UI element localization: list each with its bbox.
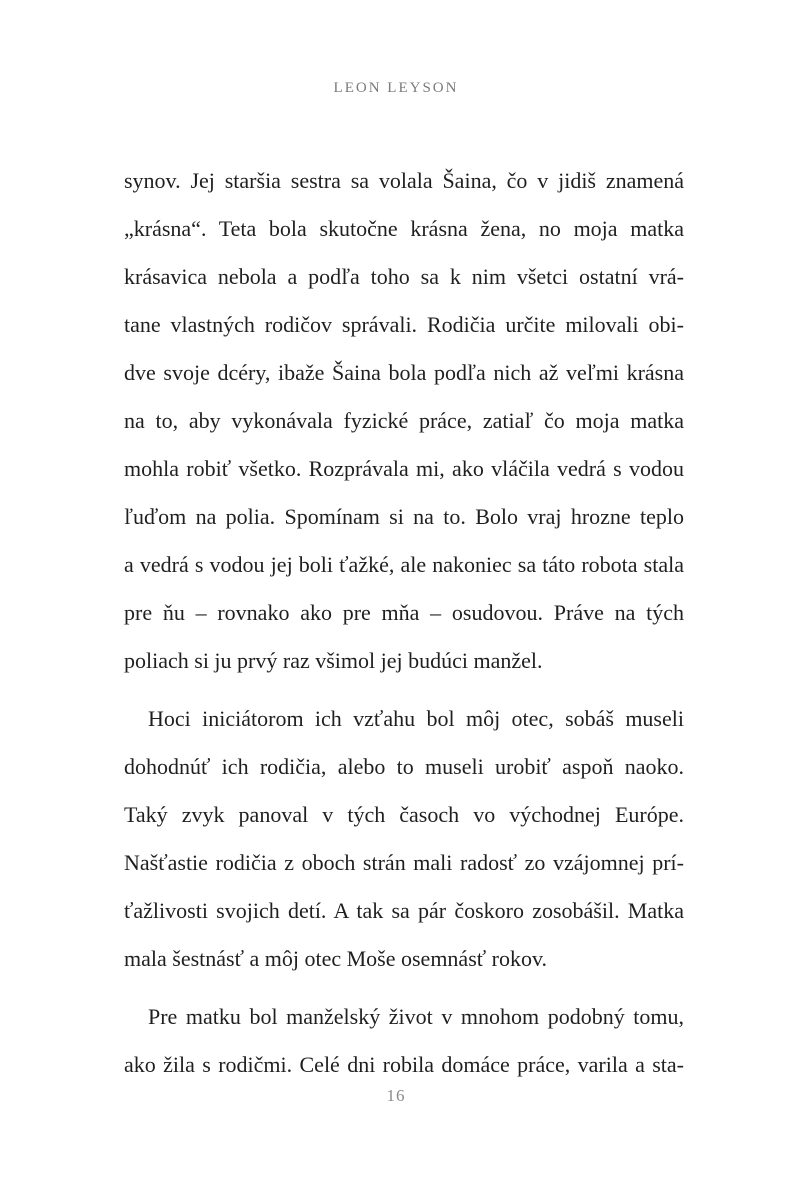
text-line: dohodnúť ich rodičia, alebo to museli urobiť aspoň naoko.: [124, 754, 684, 779]
text-line: ťažlivosti svojich detí. A tak sa pár čoskoro zosobášil. Matka: [124, 898, 684, 923]
body-text: [124, 157, 684, 1089]
text-line: Hoci iniciátorom ich vzťahu bol môj otec, sobáš museli: [148, 706, 684, 731]
text-line: pre ňu – rovnako ako pre mňa – osudovou. Práve na tých: [124, 600, 684, 625]
text-line: Taký zvyk panoval v tých časoch vo východnej Európe.: [124, 802, 684, 827]
text-line: Pre matku bol manželský život v mnohom podobný tomu,: [148, 1004, 684, 1029]
text-line: ľuďom na polia. Spomínam si na to. Bolo vraj hrozne teplo: [124, 504, 684, 529]
paragraph: [124, 993, 684, 1089]
paragraph-gap: [124, 983, 684, 993]
text-line: dve svoje dcéry, ibaže Šaina bola podľa nich až veľmi krásna: [124, 360, 684, 385]
text-line: na to, aby vykonávala fyzické práce, zatiaľ čo moja matka: [124, 408, 684, 433]
text-line: ako žila s rodičmi. Celé dni robila domáce práce, varila a sta-: [124, 1052, 684, 1077]
text-line: mala šestnásť a môj otec Moše osemnásť rokov.: [124, 946, 548, 971]
text-line: „krásna“. Teta bola skutočne krásna žena, no moja matka: [124, 216, 684, 241]
text-line: synov. Jej staršia sestra sa volala Šaina, čo v jidiš znamená: [124, 168, 684, 193]
paragraph-gap: [124, 685, 684, 695]
text-line: tane vlastných rodičov správali. Rodičia určite milovali obi-: [124, 312, 684, 337]
text-line: Našťastie rodičia z oboch strán mali radosť zo vzájomnej prí-: [124, 850, 684, 875]
text-line: krásavica nebola a podľa toho sa k nim všetci ostatní vrá-: [124, 264, 684, 289]
page-number: 16: [386, 1086, 406, 1105]
text-line: poliach si ju prvý raz všimol jej budúci manžel.: [124, 648, 543, 673]
paragraph: [124, 695, 684, 983]
running-header: LEON LEYSON: [333, 80, 459, 96]
text-line: mohla robiť všetko. Rozprávala mi, ako vláčila vedrá s vodou: [124, 456, 684, 481]
text-line: a vedrá s vodou jej boli ťažké, ale nakoniec sa táto robota stala: [124, 552, 684, 577]
paragraph: [124, 157, 684, 685]
